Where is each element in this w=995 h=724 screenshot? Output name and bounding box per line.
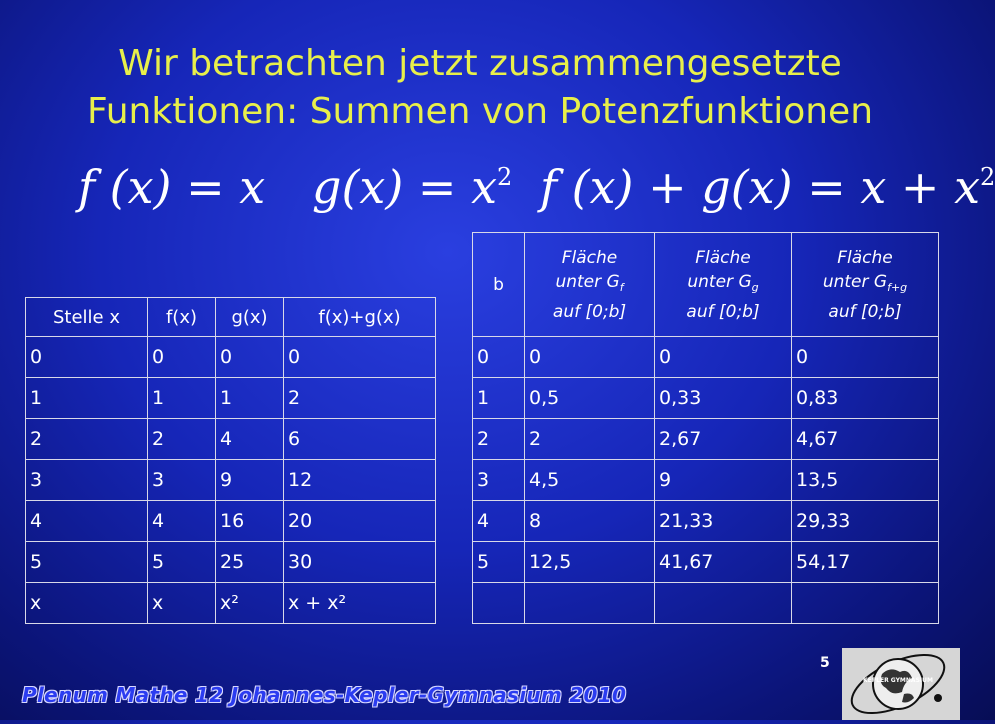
table-cell: 0 bbox=[26, 337, 148, 378]
header-cell: g(x) bbox=[216, 298, 284, 337]
table-cell: 4 bbox=[216, 419, 284, 460]
table-row bbox=[26, 542, 436, 583]
area-table bbox=[472, 232, 939, 624]
logo-text: KEPLER GYMNASIUM bbox=[863, 677, 933, 684]
header-line: auf [0;b] bbox=[828, 301, 902, 322]
table-cell: 3 bbox=[148, 460, 216, 501]
footer-text: Plenum Mathe 12 Johannes-Kepler-Gymnasium 2010 bbox=[22, 683, 627, 707]
table-cell: 30 bbox=[284, 542, 436, 583]
table-cell: 4,67 bbox=[792, 419, 939, 460]
table-cell: 0 bbox=[284, 337, 436, 378]
slide-title-line1: Wir betrachten jetzt zusammengesetzte bbox=[118, 43, 842, 84]
formula-g-eq: = bbox=[417, 160, 457, 214]
table-cell: 6 bbox=[284, 419, 436, 460]
header-cell-area-g bbox=[655, 233, 792, 337]
formula-g-lhs: g(x) bbox=[312, 160, 404, 214]
formula-sum-plus: + bbox=[648, 160, 687, 214]
table-cell: 8 bbox=[525, 501, 655, 542]
table-cell bbox=[473, 583, 525, 624]
table-cell: 1 bbox=[26, 378, 148, 419]
table-cell bbox=[792, 583, 939, 624]
table-cell: 2 bbox=[284, 378, 436, 419]
value-table bbox=[25, 297, 436, 624]
table-cell: 12 bbox=[284, 460, 436, 501]
table-cell: x + x² bbox=[284, 583, 436, 624]
table-cell: 2 bbox=[473, 419, 525, 460]
table-cell bbox=[655, 583, 792, 624]
formula-f-lhs: f (x) bbox=[78, 160, 172, 214]
globe-icon bbox=[842, 648, 960, 720]
table-cell: 21,33 bbox=[655, 501, 792, 542]
table-cell: 13,5 bbox=[792, 460, 939, 501]
header-text: unter G bbox=[687, 271, 752, 292]
formula-f bbox=[78, 160, 265, 214]
table-cell: 4 bbox=[473, 501, 525, 542]
header-line: auf [0;b] bbox=[552, 301, 627, 322]
formula-f-rhs: x bbox=[239, 160, 266, 214]
table-row bbox=[473, 337, 939, 378]
table-cell: 4,5 bbox=[525, 460, 655, 501]
header-line: Fläche bbox=[561, 247, 618, 268]
table-row bbox=[26, 583, 436, 624]
slide-title bbox=[0, 40, 960, 136]
table-cell: 29,33 bbox=[792, 501, 939, 542]
table-cell bbox=[525, 583, 655, 624]
table-cell: 5 bbox=[148, 542, 216, 583]
table-cell: 4 bbox=[26, 501, 148, 542]
header-text: unter G bbox=[822, 271, 888, 292]
formula-sum bbox=[540, 160, 995, 214]
table-cell: 2 bbox=[26, 419, 148, 460]
table-row bbox=[26, 460, 436, 501]
formula-g-exp: 2 bbox=[497, 163, 513, 191]
table-cell: 41,67 bbox=[655, 542, 792, 583]
header-line: Fläche bbox=[695, 247, 751, 268]
table-cell: 0 bbox=[473, 337, 525, 378]
formula-sum-f: f (x) bbox=[540, 160, 634, 214]
table-cell: x bbox=[148, 583, 216, 624]
table-row bbox=[473, 583, 939, 624]
table-cell: 9 bbox=[216, 460, 284, 501]
table-cell: 25 bbox=[216, 542, 284, 583]
table-row bbox=[473, 419, 939, 460]
formula-sum-rhs: x + x bbox=[860, 160, 981, 214]
header-line: auf [0;b] bbox=[686, 301, 760, 322]
header-cell: f(x)+g(x) bbox=[284, 298, 436, 337]
table-row bbox=[473, 460, 939, 501]
formula-f-eq: = bbox=[186, 160, 225, 214]
header-line: Fläche bbox=[837, 247, 893, 268]
table-cell: 12,5 bbox=[525, 542, 655, 583]
table-cell: 1 bbox=[216, 378, 284, 419]
table-row bbox=[26, 419, 436, 460]
table-row bbox=[473, 378, 939, 419]
table-cell: 0 bbox=[216, 337, 284, 378]
table-row bbox=[26, 337, 436, 378]
table-cell: 0 bbox=[792, 337, 939, 378]
formula-sum-eq: = bbox=[807, 160, 846, 214]
table-cell: 4 bbox=[148, 501, 216, 542]
formula-g-rhs: x bbox=[471, 160, 498, 214]
table-cell: 54,17 bbox=[792, 542, 939, 583]
area-table-header-row bbox=[473, 233, 939, 337]
table-cell: 16 bbox=[216, 501, 284, 542]
table-cell: 3 bbox=[473, 460, 525, 501]
header-line bbox=[525, 270, 654, 300]
table-cell: x bbox=[26, 583, 148, 624]
header-text: unter G bbox=[555, 271, 620, 292]
table-cell: 0 bbox=[655, 337, 792, 378]
slide-number: 5 bbox=[820, 655, 830, 671]
table-row bbox=[26, 501, 436, 542]
header-line bbox=[792, 270, 938, 300]
table-cell: 5 bbox=[26, 542, 148, 583]
header-cell-area-f bbox=[525, 233, 655, 337]
value-table-header-row bbox=[26, 298, 436, 337]
table-cell: 0,5 bbox=[525, 378, 655, 419]
table-cell: 0,33 bbox=[655, 378, 792, 419]
header-subscript: g bbox=[751, 280, 759, 294]
header-line bbox=[655, 270, 791, 300]
formula-g bbox=[312, 160, 512, 214]
table-cell: 2,67 bbox=[655, 419, 792, 460]
table-row bbox=[473, 542, 939, 583]
formula-sum-g: g(x) bbox=[701, 160, 793, 214]
table-cell: 1 bbox=[148, 378, 216, 419]
table-cell: 3 bbox=[26, 460, 148, 501]
table-cell: 2 bbox=[148, 419, 216, 460]
table-cell: 0 bbox=[148, 337, 216, 378]
table-cell: x² bbox=[216, 583, 284, 624]
formula-sum-exp: 2 bbox=[980, 163, 995, 191]
header-cell-b: b bbox=[473, 233, 525, 337]
slide-title-line2: Funktionen: Summen von Potenzfunktionen bbox=[86, 91, 874, 132]
table-cell: 0,83 bbox=[792, 378, 939, 419]
header-cell: Stelle x bbox=[26, 298, 148, 337]
header-cell: f(x) bbox=[148, 298, 216, 337]
header-subscript: f+g bbox=[887, 280, 908, 294]
table-cell: 20 bbox=[284, 501, 436, 542]
table-cell: 0 bbox=[525, 337, 655, 378]
table-cell: 9 bbox=[655, 460, 792, 501]
school-logo bbox=[842, 648, 960, 720]
table-row bbox=[26, 378, 436, 419]
table-row bbox=[473, 501, 939, 542]
table-cell: 1 bbox=[473, 378, 525, 419]
header-cell-area-fg bbox=[792, 233, 939, 337]
header-subscript: f bbox=[619, 280, 624, 294]
table-cell: 5 bbox=[473, 542, 525, 583]
table-cell: 2 bbox=[525, 419, 655, 460]
